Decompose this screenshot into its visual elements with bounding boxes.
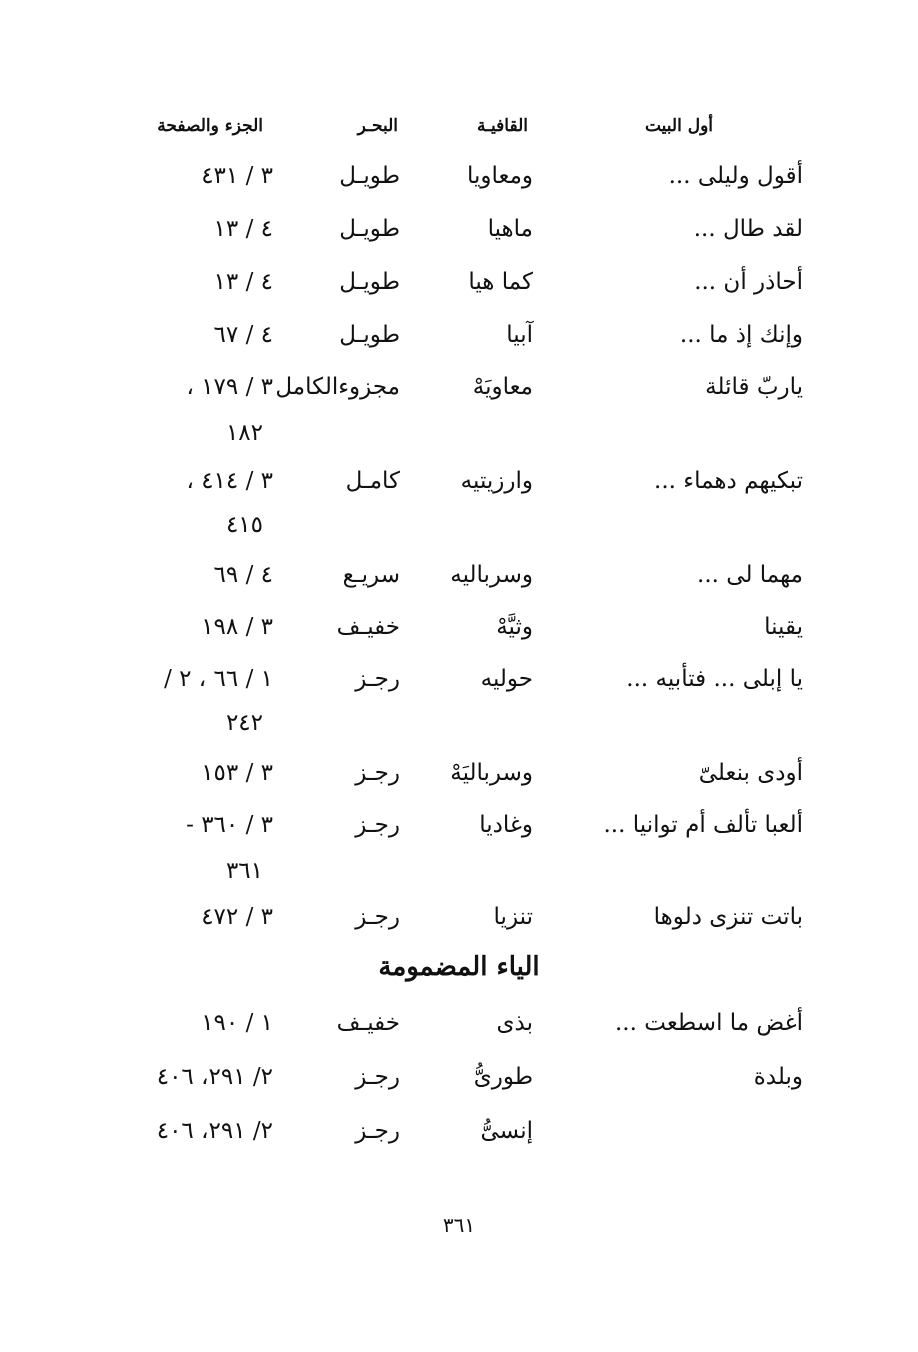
rhyme-cell: إنسىُّ [480,1118,533,1144]
verse-cell: أقول وليلى ... [668,163,803,189]
column-headers [0,116,918,146]
reference-cell: ٤ / ١٣ [213,216,273,242]
rhyme-cell: ومعاويا [466,163,533,189]
rhyme-cell: كما هيا [468,269,533,295]
verse-cell: أودى بنعلىّ [698,760,803,786]
reference-cell: ٢/ ٢٩١، ٤٠٦ [156,1064,273,1090]
rhyme-cell: طورىُّ [473,1064,533,1090]
reference-cell: ٣ / ٣٦٠ - [186,812,273,838]
meter-cell: كامـل [345,468,400,494]
rhyme-cell: وسرباليَهْ [450,760,533,786]
rhyme-cell: ماهيا [487,216,533,242]
reference-continuation: ٢٤٢ [225,710,263,736]
reference-cell: ٣ / ١٩٨ [201,614,273,640]
verse-cell: تبكيهم دهماء ... [654,468,803,494]
meter-cell: سريـع [342,562,400,588]
meter-cell: رجـز [355,812,400,838]
verse-cell: أحاذر أن ... [694,269,803,295]
rhyme-cell: آبيا [506,322,533,348]
verse-cell: وبلدة [753,1064,803,1090]
header-meter: البحـر [357,116,398,136]
meter-cell: طويـل [339,216,400,242]
rhyme-cell: وغاديا [479,812,533,838]
page-number: ٣٦١ [442,1213,476,1237]
reference-cell: ٣ / ٤٧٢ [201,904,273,930]
reference-cell: ٣ / ٤٣١ [201,163,273,189]
verse-cell: مهما لى ... [697,562,803,588]
verse-cell: يا إبلى ... فتأبيه ... [626,666,803,692]
rhyme-cell: تنزيا [493,904,533,930]
reference-cell: ٤ / ٦٧ [213,322,273,348]
verse-cell: باتت تنزى دلوها [653,904,803,930]
meter-cell: رجـز [355,1064,400,1090]
rhyme-cell: معاويَهْ [472,374,533,400]
meter-cell: خفيـف [336,614,400,640]
reference-cell: ١ / ٦٦ ، ٢ / [164,666,273,692]
reference-cell: ٢/ ٢٩١، ٤٠٦ [156,1118,273,1144]
meter-cell: رجـز [355,666,400,692]
header-rhyme: القافيـة [476,116,528,136]
reference-continuation: ٣٦١ [225,858,263,884]
header-volume-page: الجزء والصفحة [157,116,263,136]
section-heading: الياء المضمومة [378,952,540,982]
header-first-verse: أول البيت [644,116,713,136]
meter-cell: طويـل [339,322,400,348]
verse-cell: ألعبا تألف أم توانيا ... [603,812,803,838]
meter-cell: رجـز [355,760,400,786]
verse-cell: لقد طال ... [693,216,803,242]
rhyme-cell: وسرباليه [450,562,533,588]
meter-cell: طويـل [339,269,400,295]
reference-cell: ٣ / ١٧٩ ، [186,374,273,400]
reference-continuation: ١٨٢ [225,420,263,446]
rhyme-cell: وثيَّهْ [496,614,533,640]
verse-cell: يقينا [764,614,803,640]
meter-cell: رجـز [355,904,400,930]
reference-cell: ٤ / ٦٩ [213,562,273,588]
verse-cell: وإنك إذ ما ... [679,322,803,348]
rhyme-cell: وارزيتيه [460,468,533,494]
rhyme-cell: حوليه [480,666,533,692]
reference-cell: ٣ / ٤١٤ ، [186,468,273,494]
rhyme-cell: بذى [496,1010,533,1036]
reference-cell: ١ / ١٩٠ [201,1010,273,1036]
reference-cell: ٤ / ١٣ [213,269,273,295]
verse-cell: ياربّ قائلة [705,374,803,400]
meter-cell: رجـز [355,1118,400,1144]
reference-continuation: ٤١٥ [225,512,263,538]
meter-cell: خفيـف [336,1010,400,1036]
verse-cell: أغض ما اسطعت ... [615,1010,803,1036]
meter-cell: طويـل [339,163,400,189]
reference-cell: ٣ / ١٥٣ [201,760,273,786]
meter-cell: مجزوءالكامل [275,374,400,400]
